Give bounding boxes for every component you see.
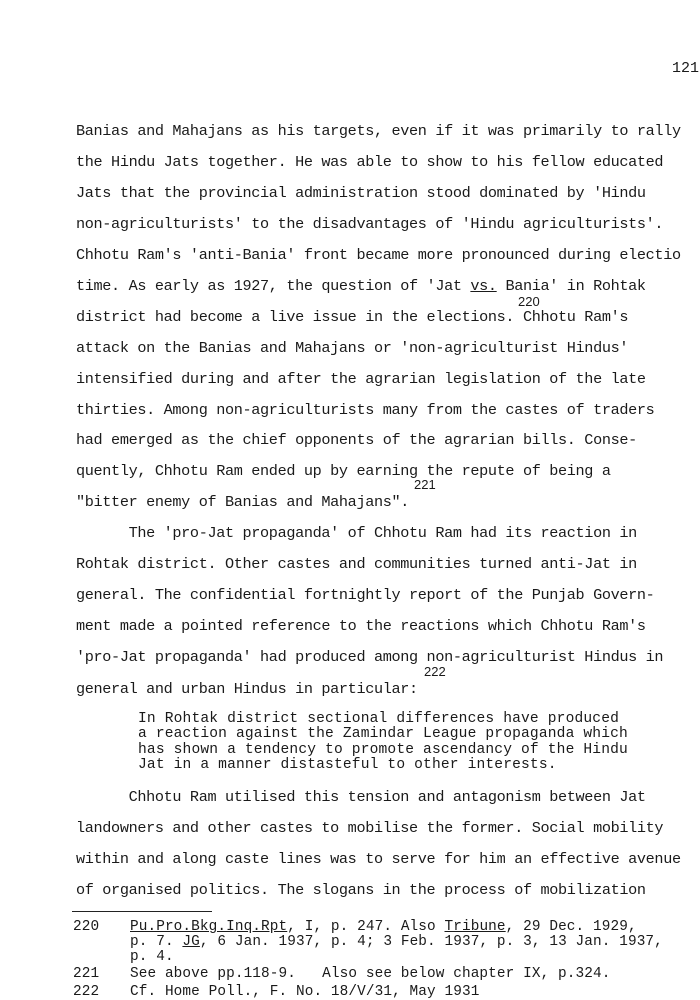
text-line: general. The confidential fortnightly report of the Punjab Govern-	[76, 586, 655, 604]
underlined-vs: vs.	[470, 277, 497, 295]
text-line: 'pro-Jat propaganda' had produced among non-agriculturist Hindus in	[76, 648, 664, 666]
text-line: Banias and Mahajans as his targets, even if it was primarily to rally	[76, 122, 681, 140]
text-line: The 'pro-Jat propaganda' of Chhotu Ram had its reaction in	[76, 524, 637, 542]
text-line: Chhotu Ram utilised this tension and antagonism between Jat	[76, 788, 646, 806]
page-number: 121	[672, 60, 700, 77]
text-line: within and along caste lines was to serve for him an effective avenue	[76, 850, 681, 868]
footnote-marker-222: 222	[424, 664, 446, 679]
text-line: had emerged as the chief opponents of the agrarian bills. Conse-	[76, 431, 637, 449]
text-line: general and urban Hindus in particular:	[76, 680, 418, 698]
text-line: ment made a pointed reference to the reactions which Chhotu Ram's	[76, 617, 646, 635]
footnote-marker-221: 221	[414, 477, 436, 492]
footnote-text: Cf. Home Poll., F. No. 18/V/31, May 1931	[130, 984, 480, 1000]
text-line: non-agriculturists' to the disadvantages of 'Hindu agriculturists'.	[76, 215, 664, 233]
footnote-text: p. 4.	[130, 949, 174, 965]
footnote-divider	[72, 911, 212, 912]
quote-line: In Rohtak district sectional differences have produced	[138, 711, 620, 727]
quote-line: Jat in a manner distasteful to other interests.	[138, 757, 557, 773]
text-line: landowners and other castes to mobilise the former. Social mobility	[76, 819, 664, 837]
text-line: thirties. Among non-agriculturists many from the castes of traders	[76, 401, 655, 419]
text-line: Rohtak district. Other castes and communities turned anti-Jat in	[76, 555, 637, 573]
footnote-number: 220	[73, 919, 100, 935]
quote-line: a reaction against the Zamindar League propaganda which	[138, 726, 628, 742]
text-line: the Hindu Jats together. He was able to show to his fellow educated	[76, 153, 664, 171]
footnote-number: 221	[73, 966, 100, 982]
quote-line: has shown a tendency to promote ascendancy of the Hindu	[138, 742, 628, 758]
footnote-number: 222	[73, 984, 100, 1000]
footnote-marker-220: 220	[518, 294, 540, 309]
footnote-text: p. 7. JG, 6 Jan. 1937, p. 4; 3 Feb. 1937, p. 3, 13 Jan. 1937,	[130, 934, 663, 950]
text-line: quently, Chhotu Ram ended up by earning the repute of being a	[76, 462, 611, 480]
text-line: district had become a live issue in the elections. Chhotu Ram's	[76, 308, 629, 326]
text-line: Chhotu Ram's 'anti-Bania' front became more pronounced during electio	[76, 246, 681, 264]
text-line: of organised politics. The slogans in the process of mobilization	[76, 881, 646, 899]
footnote-text: Pu.Pro.Bkg.Inq.Rpt, I, p. 247. Also Tribune, 29 Dec. 1929,	[130, 919, 637, 935]
footnote-text: See above pp.118-9. Also see below chapter IX, p.324.	[130, 966, 611, 982]
text-line: intensified during and after the agrarian legislation of the late	[76, 370, 646, 388]
text-line: Jats that the provincial administration stood dominated by 'Hindu	[76, 184, 646, 202]
text-line: attack on the Banias and Mahajans or 'non-agriculturist Hindus'	[76, 339, 629, 357]
text-line: "bitter enemy of Banias and Mahajans".	[76, 493, 410, 511]
text-line: time. As early as 1927, the question of 'Jat vs. Bania' in Rohtak	[76, 277, 646, 295]
